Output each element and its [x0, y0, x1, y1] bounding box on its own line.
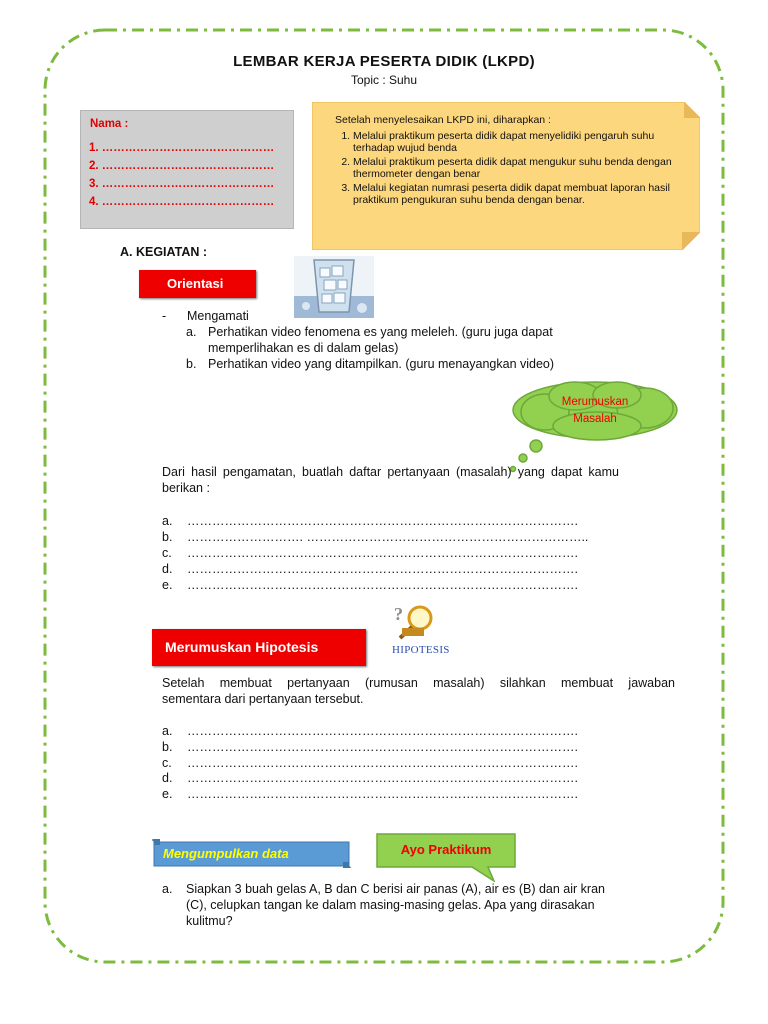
name-label: Nama :: [90, 118, 129, 130]
masalah-answer-d-marker: d.: [162, 562, 173, 576]
page-title: LEMBAR KERJA PESERTA DIDIK (LKPD): [233, 53, 535, 70]
name-line-3[interactable]: 3. ………………………………………: [89, 178, 275, 190]
masalah-answer-a[interactable]: ………………………………………………………………………………….: [187, 514, 578, 528]
page-topic: Topic : Suhu: [350, 73, 418, 87]
goals-intro: Setelah menyelesaikan LKPD ini, diharapkan :: [335, 114, 551, 126]
hipotesis-image-caption: HIPOTESIS: [392, 644, 450, 656]
section-heading-kegiatan: A. KEGIATAN :: [120, 245, 208, 259]
orientasi-label: Orientasi: [139, 270, 256, 298]
name-line-1[interactable]: 1. ………………………………………: [89, 142, 275, 154]
hipotesis-answer-c-marker: c.: [162, 756, 172, 770]
hipotesis-answer-e[interactable]: ………………………………………………………………………………….: [187, 787, 578, 801]
data-banner-label: Mengumpulkan data: [163, 846, 289, 861]
masalah-prompt-line2: berikan :: [162, 481, 210, 495]
name-line-4[interactable]: 4. ………………………………………: [89, 196, 275, 208]
hipotesis-prompt-line1: Setelah membuat pertanyaan (rumusan masalah) silahkan membuat jawaban: [162, 676, 675, 690]
masalah-prompt-line1: Dari hasil pengamatan, buatlah daftar pertanyaan (masalah) yang dapat kamu: [162, 465, 619, 479]
cloud-line-1: Merumuskan: [561, 396, 629, 408]
masalah-answer-c-marker: c.: [162, 546, 172, 560]
hipotesis-answer-d[interactable]: ………………………………………………………………………………….: [187, 771, 578, 785]
goal-item-3: 3. Melalui kegiatan numrasi peserta didik dapat membuat laporan hasil praktikum pengukuran suhu benda dengan benar.: [353, 182, 685, 207]
hipotesis-answer-d-marker: d.: [162, 771, 173, 785]
hipotesis-answer-b-marker: b.: [162, 740, 173, 754]
orientasi-item-a-line2: memperlihakan es di dalam gelas): [208, 341, 399, 355]
hipotesis-magnifier-image: [390, 602, 462, 646]
orientasi-item-b-line1: Perhatikan video yang ditampilkan. (guru menayangkan video): [208, 357, 555, 371]
data-item-a-line1: Siapkan 3 buah gelas A, B dan C berisi air panas (A), air es (B) dan air kran: [186, 882, 605, 896]
masalah-answer-c[interactable]: ………………………………………………………………………………….: [187, 546, 578, 560]
orientasi-item-a-marker: a.: [186, 325, 197, 339]
goal-item-1: 1. Melalui praktikum peserta didik dapat menyelidiki pengaruh suhu terhadap wujud benda: [353, 130, 685, 155]
praktikum-bubble-shape: [376, 833, 516, 882]
ice-glass-image: [294, 256, 374, 318]
data-item-a-marker: a.: [162, 882, 173, 896]
orientasi-item-b-marker: b.: [186, 357, 197, 371]
goals-text: [335, 114, 685, 208]
dash-marker: -: [162, 309, 167, 323]
hipotesis-answer-a[interactable]: ………………………………………………………………………………….: [187, 724, 578, 738]
masalah-answer-d[interactable]: ………………………………………………………………………………….: [187, 562, 578, 576]
data-item-a-line2: (C), celupkan tangan ke dalam masing-masing gelas. Apa yang dirasakan: [186, 898, 595, 912]
svg-text:?: ?: [394, 604, 403, 624]
masalah-answer-e-marker: e.: [162, 578, 173, 592]
hipotesis-answer-e-marker: e.: [162, 787, 173, 801]
hipotesis-answer-b[interactable]: ………………………………………………………………………………….: [187, 740, 578, 754]
goal-item-2: 2. Melalui praktikum peserta didik dapat mengukur suhu benda dengan thermometer dengan benar: [353, 156, 685, 181]
masalah-answer-e[interactable]: ………………………………………………………………………………….: [187, 578, 578, 592]
hipotesis-label: Merumuskan Hipotesis: [152, 629, 366, 666]
name-line-2[interactable]: 2. ………………………………………: [89, 160, 275, 172]
hipotesis-answer-c[interactable]: ………………………………………………………………………………….: [187, 756, 578, 770]
orientasi-item-a-line1: Perhatikan video fenomena es yang meleleh. (guru juga dapat: [208, 325, 553, 339]
observe-text: Mengamati: [187, 309, 249, 323]
masalah-answer-a-marker: a.: [162, 514, 173, 528]
data-item-a-line3: kulitmu?: [186, 914, 233, 928]
masalah-answer-b-marker: b.: [162, 530, 173, 544]
hipotesis-prompt-line2: sementara dari pertanyaan tersebut.: [162, 692, 364, 706]
hipotesis-answer-a-marker: a.: [162, 724, 173, 738]
masalah-answer-b[interactable]: ………………………. …………………………………………………………..: [187, 530, 589, 544]
name-box: [80, 110, 294, 229]
goals-list: [335, 130, 685, 207]
cloud-line-2: Masalah: [573, 413, 617, 425]
praktikum-bubble-label: Ayo Praktikum: [400, 842, 492, 857]
